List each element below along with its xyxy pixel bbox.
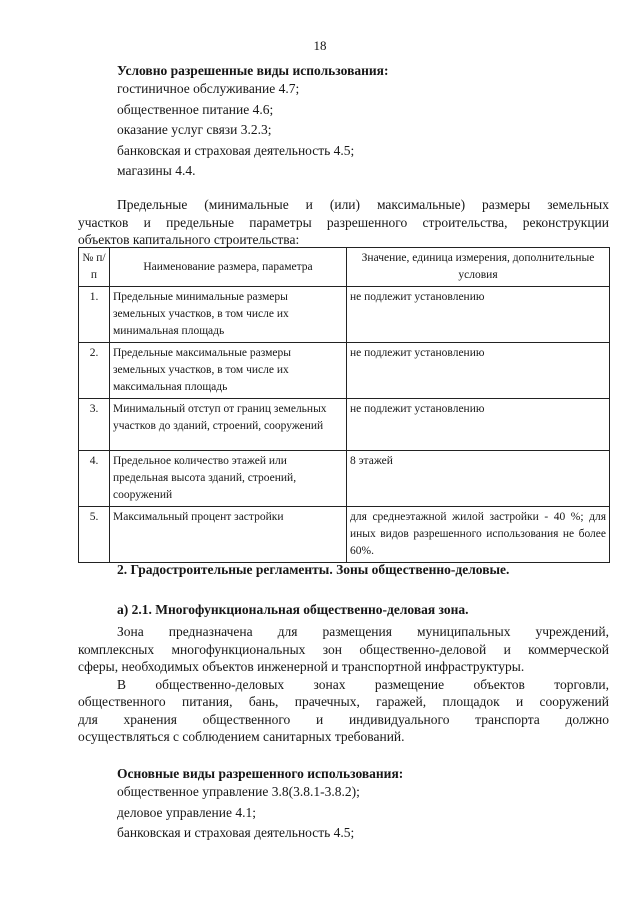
row-value: не подлежит установлению — [347, 343, 610, 399]
table-header-row — [79, 248, 610, 287]
table-row — [79, 507, 610, 563]
zone-paragraph-line: осуществляться с соблюдением санитарных требований. — [78, 729, 405, 744]
row-value: 8 этажей — [347, 451, 610, 507]
row-value: для среднеэтажной жилой застройки - 40 %; для иных видов разрешенного использования не более 60%. — [347, 507, 610, 563]
page-number: 18 — [313, 38, 327, 53]
main-use-item: банковская и страховая деятельность 4.5; — [117, 825, 355, 840]
limits-intro-line: объектов капитального строительства: — [78, 232, 300, 247]
conditional-use-item: общественное питание 4.6; — [117, 102, 274, 117]
section-title: 2. Градостроительные регламенты. Зоны общественно-деловые. — [117, 562, 510, 577]
zone-paragraph-line: для хранения общественного и индивидуального транспорта должно — [78, 712, 609, 727]
zone-paragraph-line: В общественно-деловых зонах размещение объектов торговли, — [117, 677, 609, 692]
main-use-item: общественное управление 3.8(3.8.1-3.8.2); — [117, 784, 360, 799]
conditional-use-item: магазины 4.4. — [117, 163, 196, 178]
table-row — [79, 343, 610, 399]
row-name: Предельные максимальные размеры земельных участков, в том числе их максимальная площадь — [110, 343, 347, 399]
conditional-use-item: оказание услуг связи 3.2.3; — [117, 122, 272, 137]
row-name: Максимальный процент застройки — [110, 507, 347, 563]
header-name: Наименование размера, параметра — [110, 248, 347, 287]
zone-paragraph-line: Зона предназначена для размещения муниципальных учреждений, — [117, 624, 609, 639]
row-num: 4. — [79, 451, 110, 507]
row-num: 1. — [79, 287, 110, 343]
row-num: 3. — [79, 399, 110, 451]
row-name: Предельное количество этажей или предельная высота зданий, строений, сооружений — [110, 451, 347, 507]
zone-paragraph-line: сферы, необходимых объектов инженерной и транспортной инфраструктуры. — [78, 659, 525, 674]
row-value: не подлежит установлению — [347, 399, 610, 451]
main-use-item: деловое управление 4.1; — [117, 805, 256, 820]
row-num: 5. — [79, 507, 110, 563]
table-row — [79, 451, 610, 507]
row-value: не подлежит установлению — [347, 287, 610, 343]
limits-intro-line: участков и предельные параметры разрешенного строительства, реконструкции — [78, 215, 609, 230]
parameters-table — [78, 247, 610, 563]
zone-paragraph-line: комплексных многофункциональных зон общественно-деловой и коммерческой — [78, 642, 609, 657]
conditional-use-item: гостиничное обслуживание 4.7; — [117, 81, 300, 96]
table-row — [79, 399, 610, 451]
conditional-uses-heading: Условно разрешенные виды использования: — [117, 63, 389, 78]
row-name: Минимальный отступ от границ земельных участков до зданий, строений, сооружений — [110, 399, 347, 451]
header-value: Значение, единица измерения, дополнительные условия — [347, 248, 610, 287]
conditional-use-item: банковская и страховая деятельность 4.5; — [117, 143, 355, 158]
row-num: 2. — [79, 343, 110, 399]
main-uses-heading: Основные виды разрешенного использования: — [117, 766, 404, 781]
zone-title: а) 2.1. Многофункциональная общественно-деловая зона. — [117, 602, 469, 617]
row-name: Предельные минимальные размеры земельных участков, в том числе их минимальная площадь — [110, 287, 347, 343]
zone-paragraph-line: общественного питания, бань, прачечных, гаражей, площадок и сооружений — [78, 694, 609, 709]
table-row — [79, 287, 610, 343]
limits-intro-line: Предельные (минимальные и (или) максимальные) размеры земельных — [117, 197, 609, 212]
header-num: № п/п — [79, 248, 110, 287]
